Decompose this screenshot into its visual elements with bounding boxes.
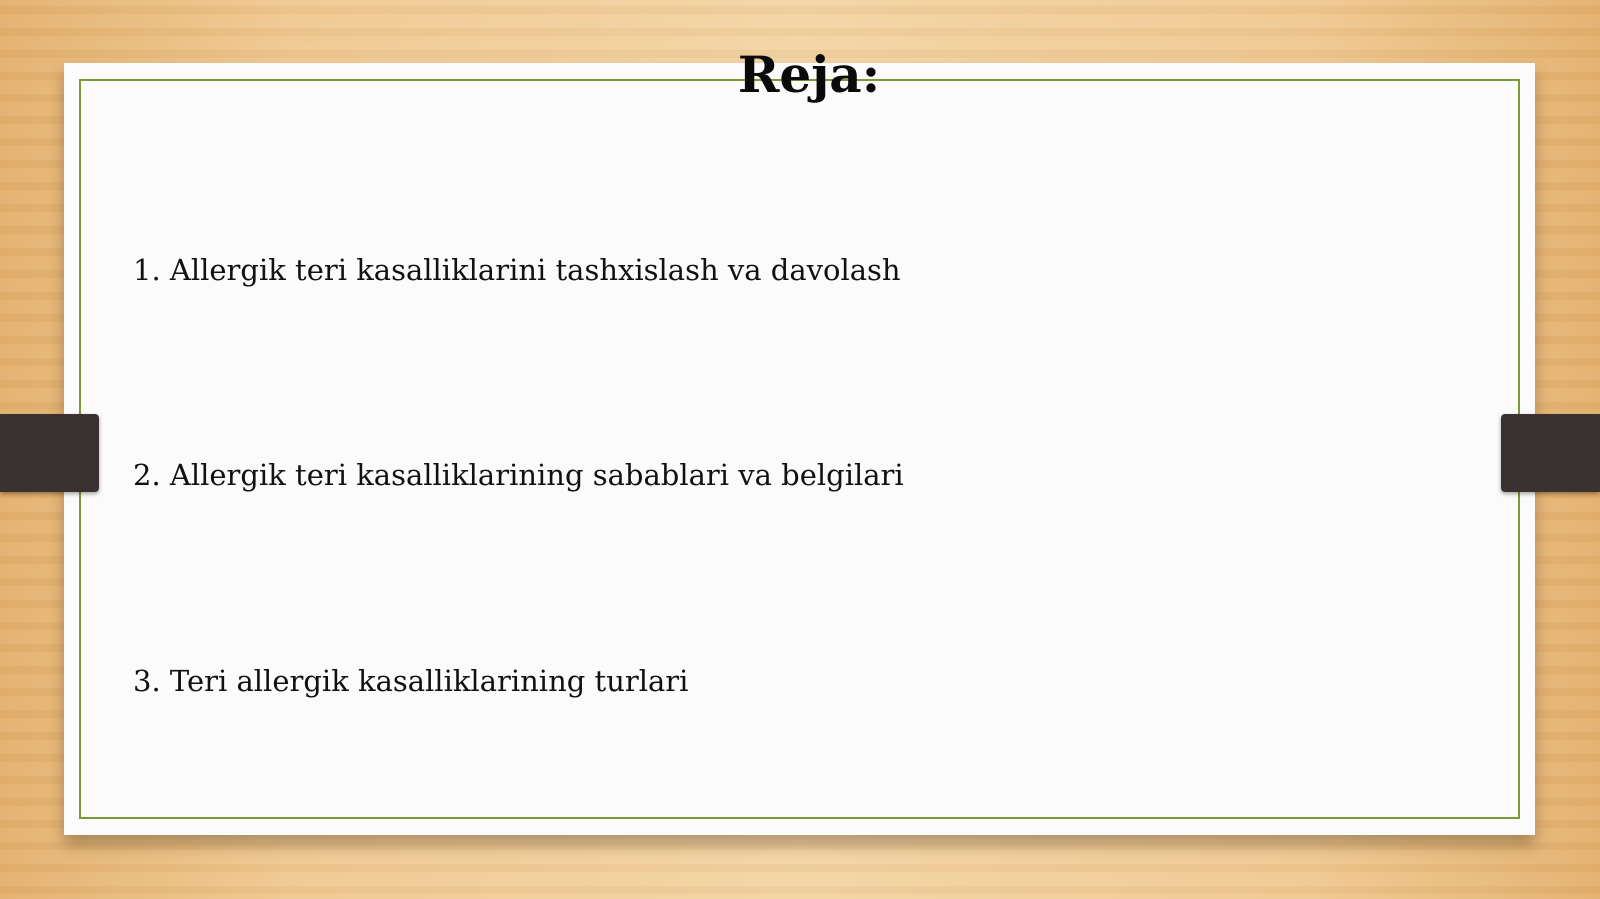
slide-inner-frame xyxy=(79,79,1520,819)
plan-item-3: 3. Teri allergik kasalliklarining turlari xyxy=(133,664,689,698)
slide-title: Reja: xyxy=(737,45,881,104)
slide-card xyxy=(64,63,1535,835)
plan-item-1: 1. Allergik teri kasalliklarini tashxislash va davolash xyxy=(133,253,901,287)
plan-item-2: 2. Allergik teri kasalliklarining sabablari va belgilari xyxy=(133,458,904,492)
right-side-tab xyxy=(1501,414,1600,492)
left-side-tab xyxy=(0,414,99,492)
